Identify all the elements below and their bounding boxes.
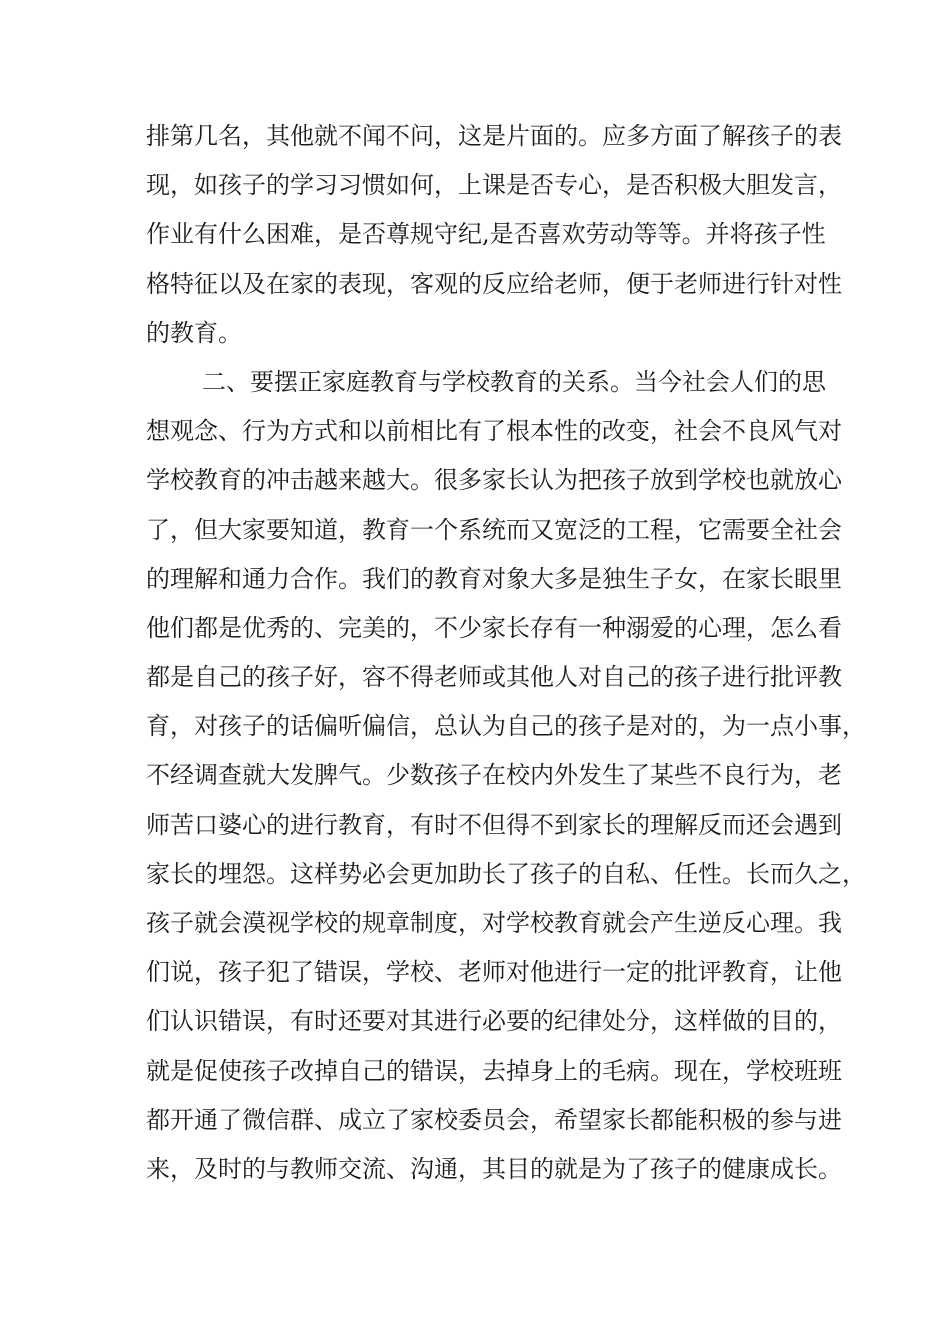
text-line: 排第几名，其他就不闻不问，这是片面的。应多方面了解孩子的表	[146, 122, 842, 150]
text-line: 就是促使孩子改掉自己的错误，去掉身上的毛病。现在，学校班班	[146, 1056, 842, 1085]
text-line: 孩子就会漠视学校的规章制度，对学校教育就会产生逆反心理。我	[146, 909, 842, 937]
text-line: 们说，孩子犯了错误，学校、老师对他进行一定的批评教育，让他	[146, 958, 842, 987]
text-line: 家长的埋怨。这样势必会更加助长了孩子的自私、任性。长而久之，	[146, 859, 866, 888]
text-line: 的理解和通力合作。我们的教育对象大多是独生子女，在家长眼里	[146, 564, 842, 593]
text-line: 都开通了微信群、成立了家校委员会，希望家长都能积极的参与进	[146, 1105, 842, 1134]
text-line: 不经调查就大发脾气。少数孩子在校内外发生了某些不良行为，老	[146, 761, 842, 790]
text-line: 来，及时的与教师交流、沟通，其目的就是为了孩子的健康成长。	[146, 1154, 842, 1183]
text-line: 格特征以及在家的表现，客观的反应给老师，便于老师进行针对性	[146, 269, 842, 298]
text-line: 他们都是优秀的、完美的，不少家长存有一种溺爱的心理，怎么看	[146, 613, 842, 642]
paragraph-start-line: 二、要摆正家庭教育与学校教育的关系。当今社会人们的思	[202, 367, 826, 396]
text-line: 们认识错误，有时还要对其进行必要的纪律处分，这样做的目的，	[146, 1007, 842, 1036]
text-line: 的教育。	[146, 318, 242, 347]
text-line: 现，如孩子的学习习惯如何，上课是否专心，是否积极大胆发言，	[146, 171, 842, 200]
text-line: 育，对孩子的话偏听偏信，总认为自己的孩子是对的，为一点小事，	[146, 712, 866, 741]
text-line: 想观念、行为方式和以前相比有了根本性的改变，社会不良风气对	[146, 417, 842, 446]
text-line: 了，但大家要知道，教育一个系统而又宽泛的工程，它需要全社会	[146, 515, 842, 544]
body-text	[146, 112, 866, 1194]
text-line: 都是自己的孩子好，容不得老师或其他人对自己的孩子进行批评教	[146, 663, 842, 692]
text-line: 学校教育的冲击越来越大。很多家长认为把孩子放到学校也就放心	[146, 466, 842, 495]
text-line: 作业有什么困难，是否尊规守纪,是否喜欢劳动等等。并将孩子性	[146, 220, 826, 249]
text-line: 师苦口婆心的进行教育，有时不但得不到家长的理解反而还会遇到	[146, 810, 842, 839]
